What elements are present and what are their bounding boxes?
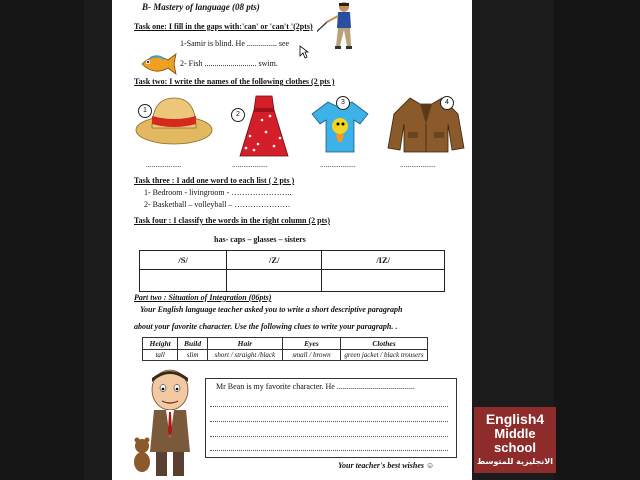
clothes-blank-3: ................... [320,160,356,169]
clue-value-build: slim [178,350,208,361]
task2-title: Task two: I write the names of the following clothes (2 pts ) [134,77,335,86]
clothes-blank-1: ................... [146,160,182,169]
answer-cell-z [227,270,322,292]
logo-line-4: الانجليزية للمتوسط [477,457,553,466]
clothes-blank-4: ................... [400,160,436,169]
classify-table [139,250,445,292]
logo-line-3: school [494,440,536,455]
column-z: /Z/ [227,251,322,270]
paragraph-start: Mr Bean is my favorite character. He ....................................... [216,382,415,391]
clothes-number-1: 1 [138,104,152,118]
fish-illustration [136,50,178,78]
blind-man-illustration [317,0,367,56]
writing-line-1 [210,406,448,407]
clues-table [142,337,428,361]
clothes-blank-2: ................... [232,160,268,169]
part2-instruction-2: about your favorite character. Use the following clues to write your paragraph. . [134,322,398,331]
clothes-number-3: 3 [336,96,350,110]
writing-box[interactable] [205,378,457,458]
mr-bean-illustration [130,368,206,480]
task4-words: has- caps – glasses – sisters [214,235,306,244]
clue-header-eyes: Eyes [282,338,340,350]
writing-line-4 [210,450,448,451]
clue-value-clothes: green jacket / black trousers [341,350,428,361]
clothes-number-4: 4 [440,96,454,110]
answer-cell-s [140,270,227,292]
right-dark-margin [554,0,640,480]
clue-value-eyes: small / brown [282,350,340,361]
clothes-number-2: 2 [231,108,245,122]
task1-item2: 2- Fish .......................... swim. [180,59,278,68]
task3-item1: 1- Bedroom - livingroom - ………………….. [144,188,292,197]
task1-title: Task one: I fill in the gaps with:'can' or 'can't '(2pts) [134,22,313,31]
logo-line-2: Middle [494,426,536,441]
closing-wishes: Your teacher's best wishes ☺ [338,461,435,470]
task3-item2: 2- Basketball – volleyball – ………………… [144,200,291,209]
clue-header-hair: Hair [207,338,282,350]
clue-header-build: Build [178,338,208,350]
section-title: B- Mastery of language (08 pts) [142,2,260,12]
channel-logo [474,407,556,473]
dress-illustration [236,92,292,160]
column-s: /S/ [140,251,227,270]
column-iz: /IZ/ [322,251,445,270]
clue-value-hair: short / straight /black [207,350,282,361]
logo-line-1: English4 [485,411,545,427]
writing-line-3 [210,436,448,437]
jacket-illustration [386,94,466,156]
task4-title: Task four : I classify the words in the right column (2 pts) [134,216,331,225]
part2-title: Part two : Situation of Integration (06pts) [134,293,272,302]
task1-item1: 1-Samir is blind. He ............... see [180,39,290,48]
clue-header-clothes: Clothes [341,338,428,350]
clue-header-height: Height [143,338,178,350]
part2-instruction-1: Your English language teacher asked you to write a short descriptive paragraph [140,305,403,314]
worksheet-page [112,0,472,480]
answer-cell-iz [322,270,445,292]
left-dark-margin [0,0,84,480]
clue-value-height: tall [143,350,178,361]
task3-title: Task three : I add one word to each list ( 2 pts ) [134,176,295,185]
writing-line-2 [210,421,448,422]
mouse-cursor-icon [299,45,309,59]
hat-illustration [134,92,214,148]
